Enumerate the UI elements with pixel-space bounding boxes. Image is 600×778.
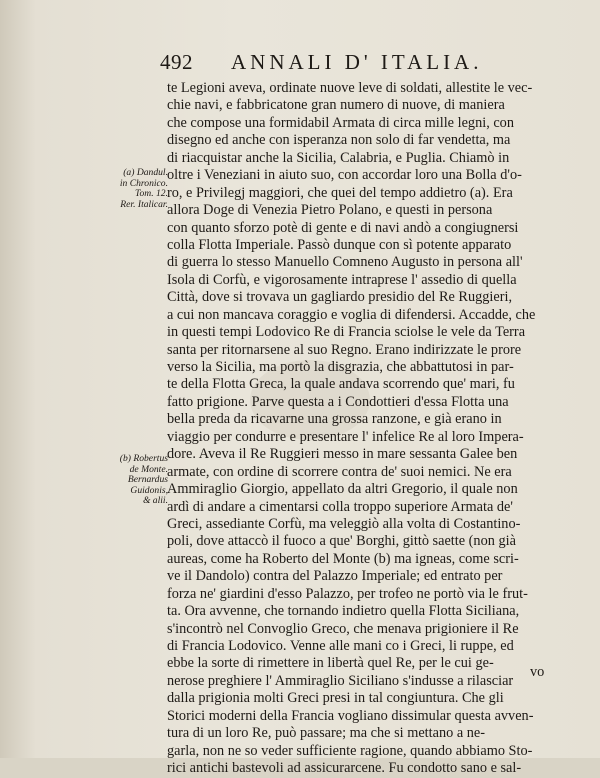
- text-line: Greci, assediante Corfù, ma veleggiò alla volta di Costantino-: [167, 515, 521, 532]
- margin-note-line: de Monte.: [129, 463, 168, 475]
- text-line: rici antichi bastevoli ad assicurarcene. Fu condotto sano e sal-: [167, 760, 522, 777]
- text-line: ro, e Privilegj maggiori, che quei del tempo addietro (a). Era: [167, 184, 513, 201]
- text-line: di guerra lo stesso Manuello Comneno Augusto in persona all': [167, 254, 523, 271]
- text-line: garla, non ne so veder sufficiente ragione, quando abbiamo Sto-: [167, 742, 533, 759]
- text-line: a cui non mancava coraggio e voglia di difendersi. Accadde, che: [167, 306, 536, 323]
- text-line: dalla prigionia molti Greci presi in tal congiuntura. Che gli: [167, 690, 504, 707]
- margin-note-line: Rer. Italicar.: [120, 198, 168, 210]
- text-line: poli, dove attaccò il fuoco a que' Borghi, gittò saette (non già: [167, 533, 516, 550]
- margin-note-line: Bernardus: [127, 474, 168, 485]
- text-line: viaggio per condurre e presentare l' infelice Re al loro Impera-: [167, 428, 524, 445]
- margin-note-line: in Chronico.: [119, 177, 168, 189]
- text-line: te della Flotta Greca, la quale andava scorrendo que' mari, fu: [167, 376, 515, 393]
- text-line: Isola di Corfù, e vigorosamente intraprese l' assedio di quella: [167, 271, 517, 288]
- text-line: ta. Ora avvenne, che tornando indietro quella Flotta Siciliana,: [167, 603, 520, 620]
- text-line: Ammiraglio Giorgio, appellato da altri Gregorio, il quale non: [167, 481, 518, 498]
- text-line: s'incontrò nel Convoglio Greco, che menava prigioniere il Re: [167, 620, 519, 637]
- page-number: 492: [160, 50, 193, 74]
- margin-note-line: Guidonis,: [130, 484, 168, 496]
- text-line: allora Doge di Venezia Pietro Polano, e questi in persona: [167, 202, 493, 219]
- page-header: [160, 50, 580, 76]
- text-line: aureas, come ha Roberto del Monte (b) ma igneas, come scri-: [167, 550, 519, 567]
- text-line: di Francia Lodovico. Venne alle mani co i Greci, li ruppe, ed: [167, 638, 514, 654]
- text-line: Storici moderni della Francia vogliano dissimular questa avven-: [167, 707, 534, 724]
- text-line: di riacquistar anche la Sicilia, Calabria, e Puglia. Chiamò in: [167, 149, 510, 166]
- margin-note-a: [112, 168, 168, 210]
- text-line: santa per ritornarsene al suo Regno. Erano indirizzate le prore: [167, 341, 522, 358]
- text-line: armate, con ordine di scorrere contra de' suoi nemici. Ne era: [167, 463, 512, 480]
- text-line: fatto prigione. Parve questa a i Condottieri d'essa Flotta una: [167, 393, 509, 410]
- main-text-block: [167, 80, 572, 778]
- text-line: bella preda da ricavarne una grossa ranzone, e già erano in: [167, 411, 502, 428]
- running-title: ANNALI D' ITALIA.: [231, 50, 483, 74]
- text-line: nerose preghiere l' Ammiraglio Siciliano s'indusse a rilasciar: [167, 672, 514, 689]
- text-line: forza ne' giardini d'esso Palazzo, per trofeo ne portò via le frut-: [167, 585, 528, 602]
- text-line: dore. Aveva il Re Ruggieri messo in mare sessanta Galee ben: [167, 446, 518, 463]
- text-line: colla Flotta Imperiale. Passò dunque con sì potente apparato: [167, 236, 512, 253]
- margin-note-b: [112, 454, 168, 507]
- text-line: verso la Sicilia, ma portò la disgrazia, che abbattutosi in par-: [167, 359, 514, 375]
- text-line: ebbe la sorte di rimettere in libertà quel Re, per le cui ge-: [167, 655, 494, 672]
- text-line: ardì di andare a cimentarsi colla troppo superiore Armata de': [167, 498, 513, 515]
- margin-note-line: & alii.: [142, 495, 168, 506]
- text-line: Città, dove si trovava un gagliardo presidio del Re Ruggieri,: [167, 289, 513, 306]
- text-line: chie navi, e fabbricatone gran numero di nuove, di maniera: [167, 97, 505, 114]
- text-line: disegno ed anche con isperanza non solo di far vendetta, ma: [167, 132, 511, 149]
- text-line: che compose una formidabil Armata di circa mille legni, con: [167, 114, 514, 131]
- text-line: ve il Dandolo) contra del Palazzo Imperiale; ed entrato per: [167, 568, 503, 585]
- margin-note-line: (a) Dandul.: [123, 167, 168, 178]
- margin-note-line: Tom. 12.: [135, 188, 168, 199]
- margin-note-line: (b) Robertus: [119, 453, 168, 464]
- text-line: te Legioni aveva, ordinate nuove leve di soldati, allestite le vec-: [167, 80, 533, 96]
- catchword: vo: [530, 664, 545, 680]
- text-line: in questi tempi Lodovico Re di Francia sciolse le vele da Terra: [167, 324, 526, 341]
- text-line: tura di un loro Re, può passare; ma che si mettano a ne-: [167, 725, 486, 742]
- text-line: oltre i Veneziani in aiuto suo, con accordar loro una Bolla d'o-: [167, 167, 522, 184]
- text-line: con quanto sforzo potè di gente e di navi andò a congiugnersi: [167, 219, 519, 236]
